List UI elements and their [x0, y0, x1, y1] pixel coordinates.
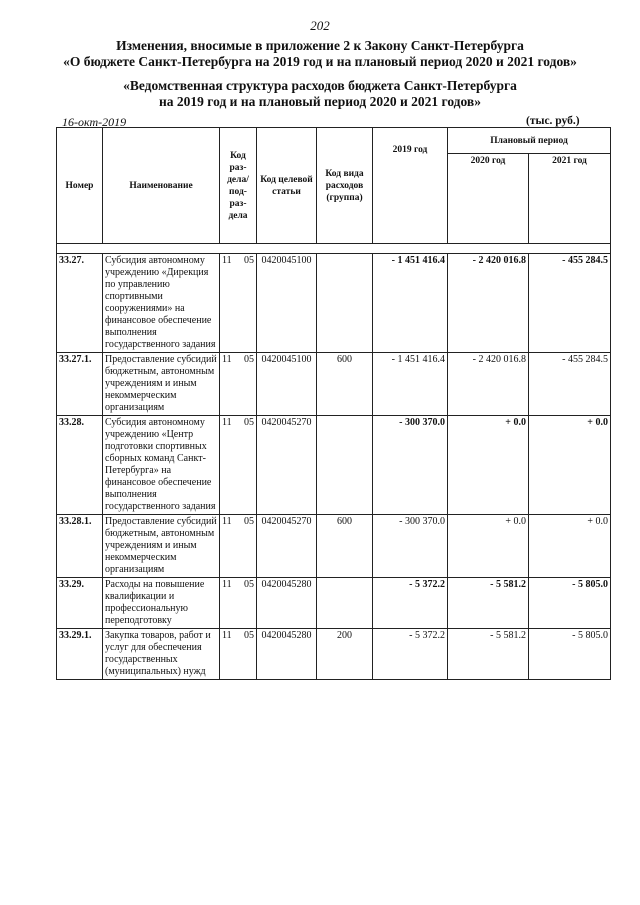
row-name: Расходы на повышение квалификации и профессиональную переподготовку — [103, 578, 220, 629]
row-2019: - 5 372.2 — [373, 578, 448, 629]
row-2019: - 300 370.0 — [373, 416, 448, 515]
row-section: 11 — [220, 416, 238, 515]
table-row — [57, 515, 611, 578]
table-row — [57, 254, 611, 353]
row-section: 11 — [220, 629, 238, 680]
title-line-4: на 2019 год и на плановый период 2020 и 2021 годов» — [159, 94, 481, 109]
document-title — [0, 38, 640, 70]
row-2019: - 1 451 416.4 — [373, 353, 448, 416]
row-number: 33.28. — [57, 416, 103, 515]
row-2021: - 455 284.5 — [529, 254, 611, 353]
row-target: 0420045100 — [257, 353, 317, 416]
budget-table — [56, 127, 611, 680]
row-number: 33.27. — [57, 254, 103, 353]
title-line-3: «Ведомственная структура расходов бюджета Санкт-Петербурга — [123, 78, 517, 93]
table-body — [57, 254, 611, 680]
row-target: 0420045270 — [257, 416, 317, 515]
row-expense: 600 — [317, 515, 373, 578]
row-expense — [317, 578, 373, 629]
row-expense: 600 — [317, 353, 373, 416]
row-subsection: 05 — [238, 515, 257, 578]
row-subsection: 05 — [238, 578, 257, 629]
row-2021: + 0.0 — [529, 515, 611, 578]
row-name: Субсидия автономному учреждению «Центр подготовки спортивных сборных команд Санкт-Петербурга» на финансовое обеспечение выполнения государственного задания — [103, 416, 220, 515]
table-row — [57, 578, 611, 629]
row-2019: - 300 370.0 — [373, 515, 448, 578]
header-name: Наименование — [103, 128, 220, 244]
row-section: 11 — [220, 515, 238, 578]
row-expense — [317, 254, 373, 353]
table-row — [57, 353, 611, 416]
row-name: Закупка товаров, работ и услуг для обеспечения государственных (муниципальных) нужд — [103, 629, 220, 680]
row-target: 0420045280 — [257, 629, 317, 680]
row-target: 0420045100 — [257, 254, 317, 353]
row-2020: - 2 420 016.8 — [448, 254, 529, 353]
row-target: 0420045280 — [257, 578, 317, 629]
header-planned: Плановый период — [448, 128, 611, 154]
row-name: Субсидия автономному учреждению «Дирекция по управлению спортивными сооружениями» на финансовое обеспечение выполнения государственного задания — [103, 254, 220, 353]
title-line-1: Изменения, вносимые в приложение 2 к Закону Санкт-Петербурга — [116, 38, 524, 53]
header-2019: 2019 год — [373, 128, 448, 244]
row-2020: - 5 581.2 — [448, 578, 529, 629]
header-2021: 2021 год — [529, 154, 611, 244]
table-row — [57, 416, 611, 515]
row-2020: + 0.0 — [448, 416, 529, 515]
header-spacer — [57, 244, 611, 254]
row-2021: + 0.0 — [529, 416, 611, 515]
row-number: 33.29.1. — [57, 629, 103, 680]
title-line-2: «О бюджете Санкт-Петербурга на 2019 год и на плановый период 2020 и 2021 годов» — [63, 54, 577, 69]
row-expense — [317, 416, 373, 515]
units-label: (тыс. руб.) — [526, 115, 580, 127]
header-expense: Код вида расходов (группа) — [317, 128, 373, 244]
row-2019: - 1 451 416.4 — [373, 254, 448, 353]
header-number: Номер — [57, 128, 103, 244]
row-2021: - 455 284.5 — [529, 353, 611, 416]
header-section: Код раз-дела/ под-раз-дела — [220, 128, 257, 244]
page-number: 202 — [310, 18, 330, 33]
row-2021: - 5 805.0 — [529, 578, 611, 629]
appendix-title — [0, 78, 640, 110]
row-2020: + 0.0 — [448, 515, 529, 578]
row-name: Предоставление субсидий бюджетным, автономным учреждениям и иным некоммерческим организациям — [103, 353, 220, 416]
row-section: 11 — [220, 578, 238, 629]
row-section: 11 — [220, 353, 238, 416]
row-number: 33.29. — [57, 578, 103, 629]
row-2020: - 5 581.2 — [448, 629, 529, 680]
row-number: 33.27.1. — [57, 353, 103, 416]
row-subsection: 05 — [238, 416, 257, 515]
row-2020: - 2 420 016.8 — [448, 353, 529, 416]
row-expense: 200 — [317, 629, 373, 680]
row-subsection: 05 — [238, 353, 257, 416]
document-date: 16-окт-2019 — [62, 115, 127, 129]
header-2020: 2020 год — [448, 154, 529, 244]
row-name: Предоставление субсидий бюджетным, автономным учреждениям и иным некоммерческим организациям — [103, 515, 220, 578]
row-subsection: 05 — [238, 254, 257, 353]
row-2021: - 5 805.0 — [529, 629, 611, 680]
row-2019: - 5 372.2 — [373, 629, 448, 680]
row-target: 0420045270 — [257, 515, 317, 578]
header-target: Код целевой статьи — [257, 128, 317, 244]
row-subsection: 05 — [238, 629, 257, 680]
row-number: 33.28.1. — [57, 515, 103, 578]
row-section: 11 — [220, 254, 238, 353]
table-row — [57, 629, 611, 680]
